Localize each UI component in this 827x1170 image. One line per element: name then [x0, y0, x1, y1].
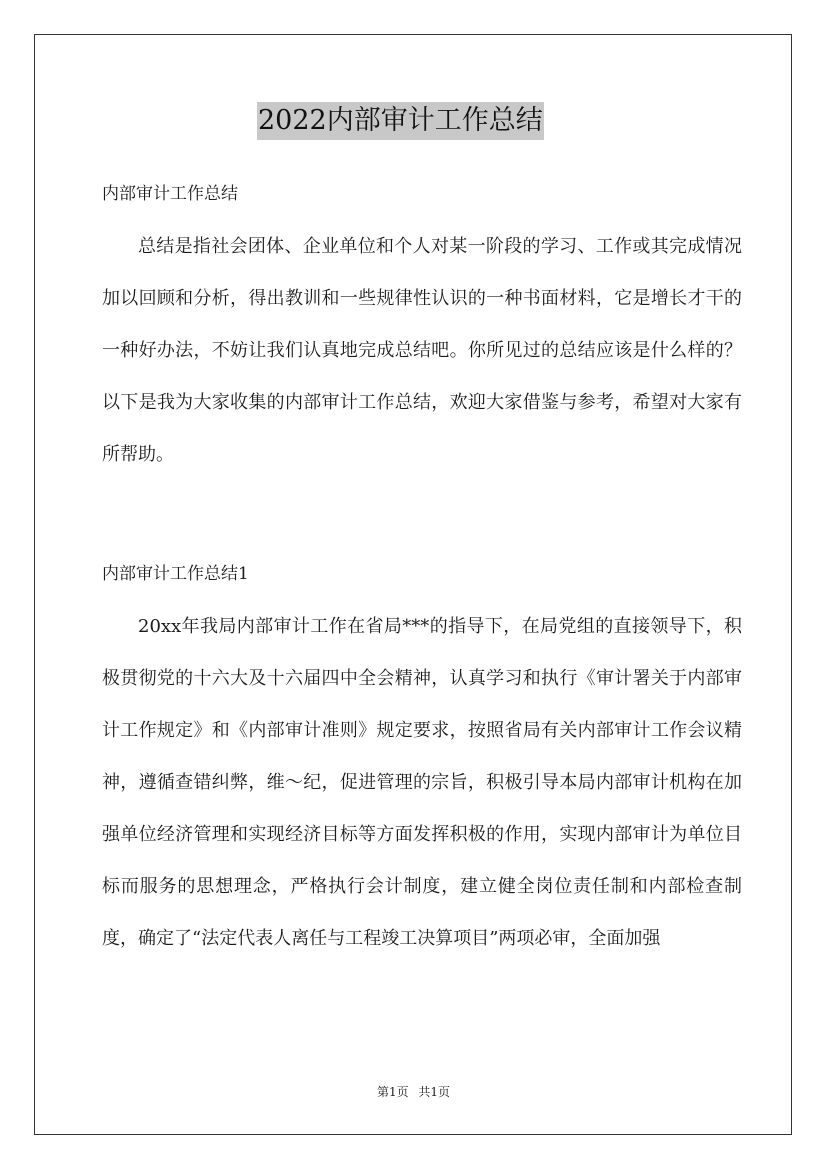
section-1-paragraph: 20xx年我局内部审计工作在省局***的指导下，在局党组的直接领导下，积极贯彻党的十六大及十六届四中全会精神，认真学习和执行《审计署关于内部审计工作规定》和《内部审计准则》规定要求，按照省局有关内部审计工作会议精神，遵循查错纠弊，维～纪，促进管理的宗旨，积极引导本局内部审计机构在加强单位经济管理和实现经济目标等方面发挥积极的作用，实现内部审计为单位目标而服务的思想理念，严格执行会计制度，建立健全岗位责任制和内部检查制度，确定了“法定代表人离任与工程竣工决算项目”两项必审，全面加强	[102, 616, 742, 949]
document-title: 2022内部审计工作总结	[257, 102, 544, 140]
page-total: 共1页	[418, 1085, 451, 1099]
page-number: 第1页	[376, 1085, 409, 1099]
subtitle-heading: 内部审计工作总结	[102, 184, 238, 204]
intro-paragraph: 总结是指社会团体、企业单位和个人对某一阶段的学习、工作或其完成情况加以回顾和分析，得出教训和一些规律性认识的一种书面材料，它是增长才干的一种好办法，不妨让我们认真地完成总结吧。你所见过的总结应该是什么样的？以下是我为大家收集的内部审计工作总结，欢迎大家借鉴与参考，希望对大家有所帮助。	[102, 236, 742, 465]
section-1-heading: 内部审计工作总结1	[102, 564, 249, 584]
page-footer	[0, 1083, 827, 1101]
